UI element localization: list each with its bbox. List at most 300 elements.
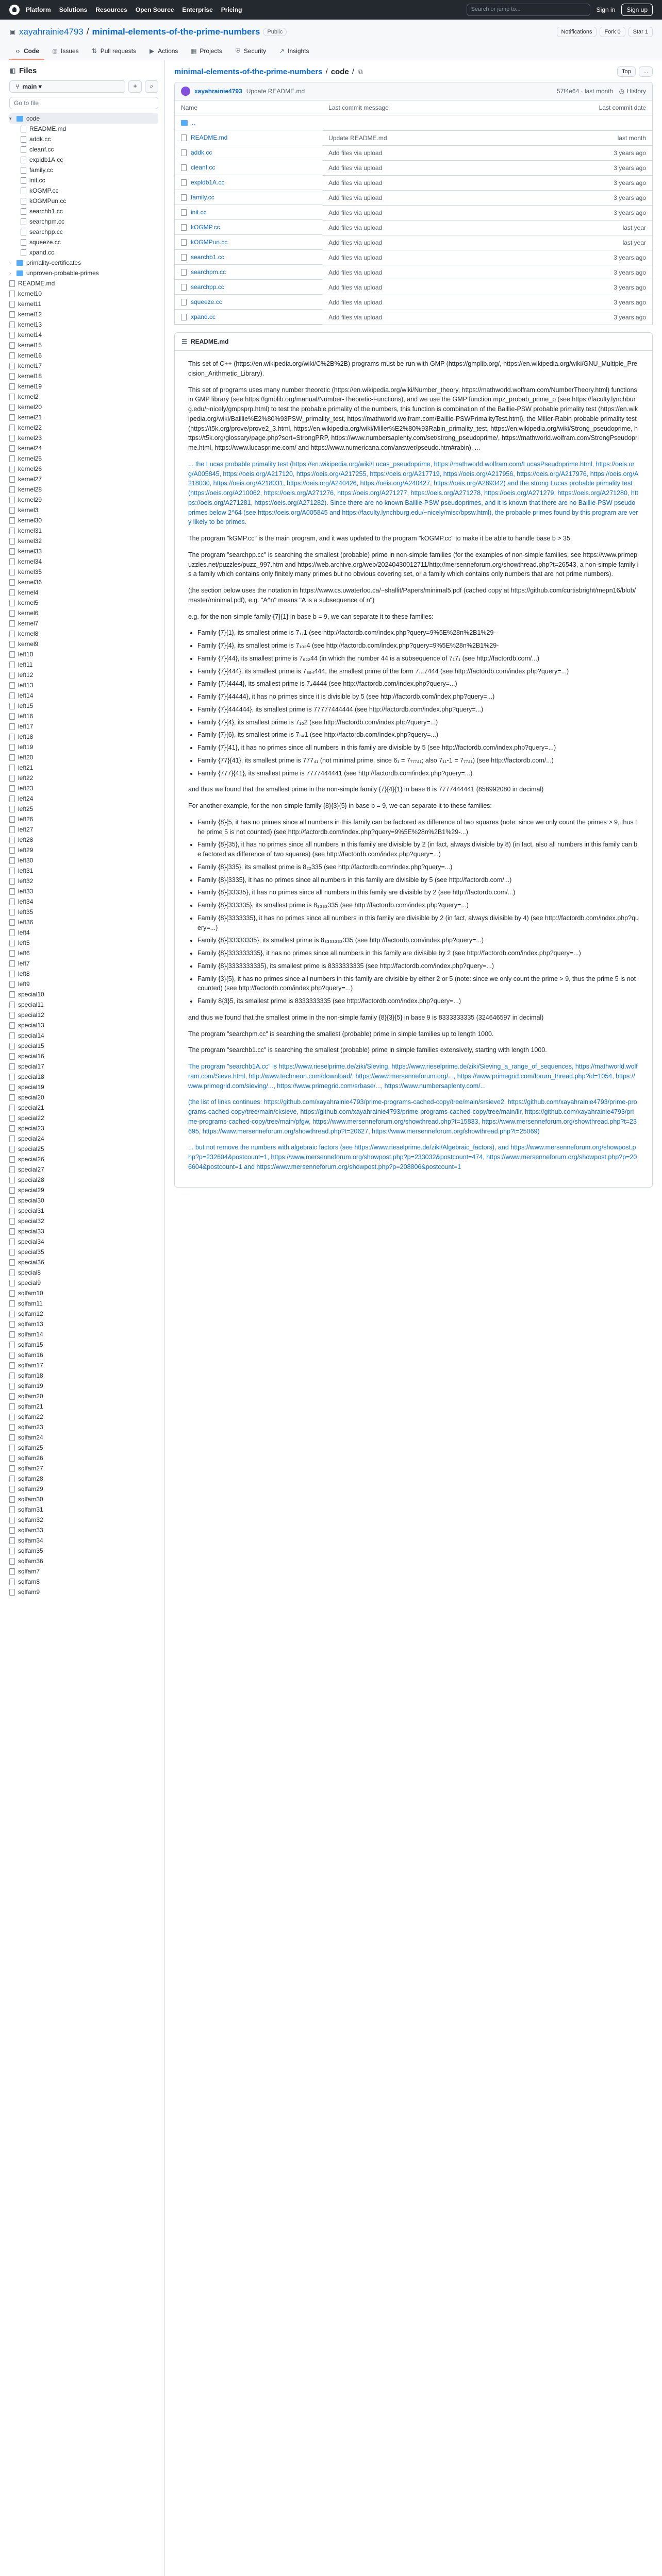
tree-file-item[interactable] (9, 515, 158, 526)
commit-message-link[interactable]: Update README.md (246, 88, 305, 95)
tree-file-item[interactable] (9, 1546, 158, 1556)
commit-message-link[interactable]: Add files via upload (328, 283, 383, 291)
tree-item-label: left22 (18, 774, 34, 782)
file-icon (9, 1084, 15, 1091)
nav-resources[interactable]: Resources (95, 6, 127, 13)
chevron-right-icon[interactable]: › (9, 260, 11, 265)
tree-file-item[interactable] (9, 886, 158, 896)
file-icon (21, 167, 26, 174)
more-options-button[interactable]: ... (639, 66, 653, 77)
tree-file-item[interactable] (9, 412, 158, 422)
tree-file-item[interactable] (9, 1360, 158, 1370)
tree-item-label: kernel17 (18, 362, 42, 369)
tree-file-item[interactable] (9, 762, 158, 773)
repo-owner-link[interactable]: xayahrainie4793 (19, 27, 84, 37)
tree-file-item[interactable] (9, 1391, 158, 1401)
tree-file-item[interactable] (9, 484, 158, 495)
file-link[interactable]: searchb1.cc (191, 253, 224, 261)
tree-file-item[interactable] (9, 1340, 158, 1350)
tree-file-item[interactable] (9, 165, 158, 175)
file-link[interactable]: squeeze.cc (191, 298, 222, 306)
tree-file-item[interactable] (9, 206, 158, 216)
tree-item-label: sqlfam28 (18, 1475, 43, 1482)
tree-file-item[interactable] (9, 1484, 158, 1494)
chevron-down-icon[interactable]: ▾ (9, 115, 12, 121)
tree-file-item[interactable] (9, 1041, 158, 1051)
tree-file-item[interactable] (9, 155, 158, 165)
tree-file-item[interactable] (9, 1412, 158, 1422)
tree-file-item[interactable] (9, 1587, 158, 1597)
tree-file-item[interactable] (9, 227, 158, 237)
tree-item-label: cleanf.cc (29, 146, 54, 153)
tree-file-item[interactable] (9, 1206, 158, 1216)
tree-file-item[interactable] (9, 1329, 158, 1340)
repo-header (0, 20, 662, 60)
tree-file-item[interactable] (9, 144, 158, 155)
nav-platform[interactable]: Platform (26, 6, 51, 13)
tree-file-item[interactable] (9, 618, 158, 629)
tree-folder-item[interactable] (9, 258, 158, 268)
empty-cell (503, 115, 652, 131)
tree-file-item[interactable] (9, 1577, 158, 1587)
file-icon (9, 919, 15, 926)
tree-file-item[interactable] (9, 392, 158, 402)
tree-file-item[interactable] (9, 1030, 158, 1041)
tree-file-item[interactable] (9, 278, 158, 289)
tree-file-item[interactable] (9, 330, 158, 340)
commit-message-link[interactable]: Add files via upload (328, 209, 383, 216)
tree-file-item[interactable] (9, 185, 158, 196)
tree-file-item[interactable] (9, 1298, 158, 1309)
file-icon (9, 1321, 15, 1328)
notifications-button[interactable]: Notifications (557, 27, 597, 37)
empty-cell (322, 115, 503, 131)
repo-name-link[interactable]: minimal-elements-of-the-prime-numbers (92, 27, 260, 37)
table-row[interactable] (175, 160, 653, 175)
tree-file-item[interactable] (9, 1463, 158, 1473)
tree-item-label: kernel10 (18, 290, 42, 297)
commit-hash-and-date[interactable]: 57f4e64 · last month (556, 88, 614, 95)
tree-file-item[interactable] (9, 701, 158, 711)
parent-directory-link[interactable]: .. (192, 119, 195, 126)
table-row[interactable] (175, 250, 653, 265)
sign-up-button[interactable]: Sign up (621, 4, 653, 16)
tree-file-item[interactable] (9, 958, 158, 969)
tree-file-item[interactable] (9, 659, 158, 670)
tree-file-item[interactable] (9, 989, 158, 999)
tree-file-item[interactable] (9, 639, 158, 649)
tree-folder-item[interactable] (9, 113, 158, 124)
file-icon (9, 373, 15, 380)
tree-file-item[interactable] (9, 1082, 158, 1092)
tree-file-item[interactable] (9, 690, 158, 701)
tree-file-item[interactable] (9, 938, 158, 948)
tree-file-item[interactable] (9, 835, 158, 845)
file-link[interactable]: searchpm.cc (191, 268, 226, 276)
file-icon (9, 425, 15, 431)
branch-selector[interactable]: ⑂ main ▾ (9, 80, 125, 93)
file-icon (9, 868, 15, 874)
tree-item-label: sqlfam35 (18, 1547, 43, 1554)
tree-file-item[interactable] (9, 773, 158, 783)
tab-pull-requests[interactable] (86, 43, 141, 60)
tree-file-item[interactable] (9, 917, 158, 927)
tree-file-item[interactable] (9, 1401, 158, 1412)
tree-item-label: kernel8 (18, 630, 39, 637)
parent-directory-row[interactable] (175, 115, 653, 131)
tree-file-item[interactable] (9, 824, 158, 835)
commit-message-link[interactable]: Update README.md (328, 134, 387, 142)
table-row[interactable] (175, 265, 653, 280)
tree-file-item[interactable] (9, 1051, 158, 1061)
commit-message-link[interactable]: Add files via upload (328, 194, 383, 201)
table-row[interactable] (175, 235, 653, 250)
tree-item-label: special8 (18, 1269, 41, 1276)
nav-solutions[interactable]: Solutions (59, 6, 88, 13)
tree-file-item[interactable] (9, 855, 158, 866)
tree-item-label: special12 (18, 1011, 44, 1019)
tree-item-label: kernel9 (18, 640, 39, 648)
tree-file-item[interactable] (9, 453, 158, 464)
tree-item-label: special31 (18, 1207, 44, 1214)
table-row[interactable] (175, 145, 653, 160)
tree-file-item[interactable] (9, 1525, 158, 1535)
tree-file-item[interactable] (9, 927, 158, 938)
commit-message-link[interactable]: Add files via upload (328, 268, 383, 276)
tree-file-item[interactable] (9, 1556, 158, 1566)
tree-file-item[interactable] (9, 474, 158, 484)
tree-file-item[interactable] (9, 969, 158, 979)
tree-file-item[interactable] (9, 1350, 158, 1360)
tab-issues[interactable] (46, 43, 84, 60)
readme-links-paragraph[interactable]: ... but not remove the numbers with algebraic factors (see https://www.rieselprime.de/ziki/Algebraic_factors), and https://www.mersenneforum.org/showpost.php?p=232604&postcount=1, https://www.mersenneforum.org/showpost.php?p=233032&postcount=474, https://www.mersenneforum.org/showpost.php?p=206604&postcount=1 and https://www.mersenneforum.org/showpost.php?p=208806&postcount=1 (188, 1144, 637, 1171)
file-name-cell (175, 130, 322, 145)
file-link[interactable]: xpand.cc (191, 313, 216, 320)
tree-file-item[interactable] (9, 670, 158, 680)
readme-paragraph: The program "kGMP.cc" is the main program, and it was updated to the program "kOGMP.cc" to make it be able to handle base b > 35. (188, 535, 572, 542)
tree-file-item[interactable] (9, 1443, 158, 1453)
file-icon (9, 703, 15, 709)
file-icon (21, 157, 26, 163)
tree-file-item[interactable] (9, 1154, 158, 1164)
search-input[interactable]: Search or jump to... (467, 4, 590, 16)
file-link[interactable]: kOGMPun.cc (191, 239, 228, 246)
file-link[interactable]: expldb1A.cc (191, 179, 225, 186)
tree-file-item[interactable] (9, 1072, 158, 1082)
file-icon (9, 1032, 15, 1039)
tree-file-item[interactable] (9, 1226, 158, 1236)
tree-file-item[interactable] (9, 1236, 158, 1247)
file-link[interactable]: README.md (191, 134, 228, 141)
tree-file-item[interactable] (9, 1494, 158, 1504)
tree-file-item[interactable] (9, 1092, 158, 1103)
tree-file-item[interactable] (9, 350, 158, 361)
star-button[interactable]: Star 1 (628, 27, 653, 37)
chevron-right-icon[interactable]: › (9, 270, 11, 276)
file-link[interactable]: cleanf.cc (191, 164, 216, 171)
tree-file-item[interactable] (9, 1309, 158, 1319)
commit-message-link[interactable]: Add files via upload (328, 298, 383, 306)
file-icon (9, 1177, 15, 1183)
tree-item-label: special28 (18, 1176, 44, 1183)
tree-file-item[interactable] (9, 361, 158, 371)
tree-file-item[interactable] (9, 1515, 158, 1525)
tree-item-label: special14 (18, 1032, 44, 1039)
list-item: • Family {3}{5}, it has no primes since all numbers in this family are divisible by either 2 or 5 (note: since we only count the prime > 9, thus the prime 5 is not counted) (see http://factordb.com/index.php?query=...) (197, 974, 639, 994)
tree-file-item[interactable] (9, 1566, 158, 1577)
file-icon (9, 847, 15, 854)
tree-item-label: kernel26 (18, 465, 42, 472)
commit-date-cell: 3 years ago (503, 310, 652, 325)
tree-file-item[interactable] (9, 907, 158, 917)
tree-file-item[interactable] (9, 443, 158, 453)
tree-file-item[interactable] (9, 845, 158, 855)
table-row[interactable] (175, 190, 653, 205)
tree-file-item[interactable] (9, 1010, 158, 1020)
tab-label: Issues (61, 47, 79, 55)
readme-links-paragraph[interactable]: The program "searchb1A.cc" is https://www.rieselprime.de/ziki/Sieving, https://www.rieselprime.de/ziki/Sieving_a_range_of_sequences, https://mathworld.wolfram.com/Sieve.html, http://www.techneon.com/download/, https://www.mersenneforum.org/..., https://www.primegrid.com/forum_thread.php?id=1054, https://www.primegrid.com/sieving/..., https://www.primegrid.com/srbase/..., https://www.numbersaplenty.com/... (188, 1063, 638, 1090)
tree-file-item[interactable] (9, 556, 158, 567)
tree-file-item[interactable] (9, 464, 158, 474)
tree-file-item[interactable] (9, 732, 158, 742)
tree-file-item[interactable] (9, 495, 158, 505)
top-button[interactable]: Top (617, 66, 636, 77)
commit-message-link[interactable]: Add files via upload (328, 313, 383, 321)
commit-message-link[interactable]: Add files via upload (328, 179, 383, 187)
breadcrumb-tools (617, 66, 653, 77)
tree-file-item[interactable] (9, 1422, 158, 1432)
file-icon (9, 352, 15, 359)
go-to-file-input[interactable]: Go to file (9, 97, 158, 109)
tree-file-item[interactable] (9, 402, 158, 412)
tree-file-item[interactable] (9, 1164, 158, 1175)
sidebar-collapse-icon[interactable]: ◧ (9, 67, 16, 74)
tree-file-item[interactable] (9, 577, 158, 587)
tree-file-item[interactable] (9, 1195, 158, 1206)
tree-item-label: sqlfam27 (18, 1465, 43, 1472)
tree-file-item[interactable] (9, 1175, 158, 1185)
tree-item-label: expldb1A.cc (29, 156, 63, 163)
tab-actions[interactable] (143, 43, 183, 60)
readme-links-paragraph[interactable]: ... the Lucas probable primality test (https://en.wikipedia.org/wiki/Lucas_pseudoprime, https://mathworld.wolfram.com/LucasPseudoprime.html, https://oeis.org/A005845, https://oeis.org/A217120, https://oeis.org/A217255, https://oeis.org/A217719, https://oeis.org/A217956, https://oeis.org/A217976, https://oeis.org/A218030, https://oeis.org/A218031, https://oeis.org/A240426, https://oeis.org/A240427, https://oeis.org/A289342) and the strong Lucas probable primality test (https://oeis.org/A210062, https://oeis.org/A271276, https://oeis.org/A271277, https://oeis.org/A271278, https://oeis.org/A271279, https://oeis.org/A271280, https://oeis.org/A271281, https://oeis.org/A271282). Since there are no known Baillie-PSW pseudoprimes, and it is known that there are no Baillie-PSW pseudoprimes below 2^64 (see https://oeis.org/A005845 and https://faculty.lynchburg.edu/~nicely/misc/bpsw.html), the probable primes found by this program are very likely to be primes. (188, 460, 639, 526)
tab-insights[interactable] (273, 43, 314, 60)
table-row[interactable] (175, 280, 653, 295)
tree-file-item[interactable] (9, 546, 158, 556)
main-content (165, 60, 662, 2576)
tree-file-item[interactable] (9, 433, 158, 443)
tree-file-item[interactable] (9, 536, 158, 546)
copy-path-icon[interactable]: ⧉ (358, 67, 363, 75)
file-name-cell (175, 295, 322, 310)
commit-date-cell: 3 years ago (503, 205, 652, 220)
commit-message-link[interactable]: Add files via upload (328, 239, 383, 246)
file-icon (9, 1476, 15, 1482)
tree-file-item[interactable] (9, 721, 158, 732)
tree-file-item[interactable] (9, 289, 158, 299)
tree-file-item[interactable] (9, 1133, 158, 1144)
tree-item-label: kernel21 (18, 414, 42, 421)
tree-file-item[interactable] (9, 752, 158, 762)
file-link[interactable]: init.cc (191, 209, 207, 216)
table-row[interactable] (175, 220, 653, 235)
tree-file-item[interactable] (9, 1535, 158, 1546)
file-link[interactable]: kOGMP.cc (191, 224, 220, 231)
tab-security[interactable] (229, 43, 271, 60)
tree-file-item[interactable] (9, 1216, 158, 1226)
tree-file-item[interactable] (9, 1432, 158, 1443)
tree-file-item[interactable] (9, 598, 158, 608)
sign-in-link[interactable]: Sign in (596, 6, 616, 13)
tree-file-item[interactable] (9, 793, 158, 804)
tree-file-item[interactable] (9, 1103, 158, 1113)
tree-file-item[interactable] (9, 587, 158, 598)
list-item: • Family {7}{6}, its smallest prime is 7₃₄1 (see http://factordb.com/index.php?query=...) (197, 730, 639, 740)
commit-message-link[interactable]: Add files via upload (328, 149, 383, 157)
commit-message-link[interactable]: Add files via upload (328, 253, 383, 261)
nav-pricing[interactable]: Pricing (221, 6, 242, 13)
commit-message-link[interactable]: Add files via upload (328, 164, 383, 172)
file-link[interactable]: family.cc (191, 194, 214, 201)
tree-file-item[interactable] (9, 247, 158, 258)
history-link[interactable] (618, 88, 646, 95)
tree-file-item[interactable] (9, 1278, 158, 1288)
tree-file-item[interactable] (9, 608, 158, 618)
tree-file-item[interactable] (9, 1381, 158, 1391)
folder-icon (181, 120, 188, 126)
tree-file-item[interactable] (9, 319, 158, 330)
tree-file-item[interactable] (9, 237, 158, 247)
tree-item-label: special11 (18, 1001, 44, 1008)
tree-file-item[interactable] (9, 371, 158, 381)
tree-file-item[interactable] (9, 1185, 158, 1195)
tree-file-item[interactable] (9, 876, 158, 886)
tree-file-item[interactable] (9, 629, 158, 639)
file-icon (21, 177, 26, 184)
table-row[interactable] (175, 295, 653, 310)
tree-file-item[interactable] (9, 783, 158, 793)
tree-file-item[interactable] (9, 124, 158, 134)
tree-item-label: sqlfam14 (18, 1331, 43, 1338)
tree-file-item[interactable] (9, 948, 158, 958)
tree-item-label: kernel22 (18, 424, 42, 431)
tree-file-item[interactable] (9, 1370, 158, 1381)
file-link[interactable]: addk.cc (191, 149, 212, 156)
add-file-button[interactable]: + (128, 80, 142, 93)
tree-item-label: sqlfam17 (18, 1362, 43, 1369)
tree-item-label: kernel7 (18, 620, 39, 627)
file-link[interactable]: searchpp.cc (191, 283, 224, 291)
file-icon (9, 1043, 15, 1049)
tab-projects[interactable] (185, 43, 227, 60)
file-icon (9, 1105, 15, 1111)
tree-file-item[interactable] (9, 505, 158, 515)
tree-file-item[interactable] (9, 175, 158, 185)
table-row[interactable] (175, 175, 653, 190)
readme-links-paragraph[interactable]: (the list of links continues: https://github.com/xayahrainie4793/prime-programs-cached-copy/tree/main/srsieve2, https://github.com/xayahrainie4793/prime-programs-cached-copy/tree/main/cksieve, https://github.com/xayahrainie4793/prime-programs-cached-copy/tree/main/llr, https://github.com/xayahrainie4793/prime-programs-cached-copy/tree/main/pfgw, https://www.mersenneforum.org/showthread.php?t=15833, https://www.mersenneforum.org/showthread.php?t=23695, https://www.mersenneforum.org/showthread.php?t=20627, https://www.mersenneforum.org/showthread.php?t=25069) (188, 1098, 637, 1135)
search-files-button[interactable]: ⌕ (145, 80, 158, 93)
tree-file-item[interactable] (9, 649, 158, 659)
tab-code[interactable] (9, 43, 44, 60)
tree-file-item[interactable] (9, 814, 158, 824)
tree-file-item[interactable] (9, 979, 158, 989)
tree-item-label: kernel34 (18, 558, 42, 565)
tree-file-item[interactable] (9, 1257, 158, 1267)
tree-file-item[interactable] (9, 526, 158, 536)
tree-file-item[interactable] (9, 1020, 158, 1030)
tree-file-item[interactable] (9, 1247, 158, 1257)
tree-file-item[interactable] (9, 1504, 158, 1515)
table-row[interactable] (175, 205, 653, 220)
avatar[interactable] (181, 87, 190, 96)
tree-item-label: special32 (18, 1217, 44, 1225)
tree-file-item[interactable] (9, 309, 158, 319)
tree-item-label: sqlfam13 (18, 1320, 43, 1328)
tree-file-item[interactable] (9, 196, 158, 206)
tree-file-item[interactable] (9, 804, 158, 814)
column-header: Last commit message (322, 100, 503, 115)
tree-file-item[interactable] (9, 216, 158, 227)
fork-button[interactable]: Fork 0 (600, 27, 625, 37)
tree-file-item[interactable] (9, 1123, 158, 1133)
tree-folder-item[interactable] (9, 268, 158, 278)
commit-author-link[interactable]: xayahrainie4793 (194, 88, 242, 95)
tree-file-item[interactable] (9, 1453, 158, 1463)
tree-file-item[interactable] (9, 1319, 158, 1329)
tree-file-item[interactable] (9, 742, 158, 752)
file-icon (9, 909, 15, 916)
table-row[interactable] (175, 310, 653, 325)
tree-item-label: kernel27 (18, 476, 42, 483)
tree-file-item[interactable] (9, 896, 158, 907)
tree-file-item[interactable] (9, 567, 158, 577)
tree-file-item[interactable] (9, 1113, 158, 1123)
tree-file-item[interactable] (9, 1267, 158, 1278)
nav-enterprise[interactable]: Enterprise (182, 6, 213, 13)
tree-file-item[interactable] (9, 1061, 158, 1072)
code-icon: ‹› (15, 47, 20, 55)
tree-file-item[interactable] (9, 422, 158, 433)
tree-file-item[interactable] (9, 134, 158, 144)
table-row[interactable] (175, 130, 653, 145)
tree-file-item[interactable] (9, 680, 158, 690)
tree-file-item[interactable] (9, 1288, 158, 1298)
file-name-cell (175, 250, 322, 265)
tree-item-label: kernel2 (18, 393, 39, 400)
tree-file-item[interactable] (9, 999, 158, 1010)
commit-message-link[interactable]: Add files via upload (328, 224, 383, 231)
file-icon (9, 301, 15, 308)
tree-file-item[interactable] (9, 711, 158, 721)
tree-file-item[interactable] (9, 1144, 158, 1154)
tree-file-item[interactable] (9, 866, 158, 876)
tree-file-item[interactable] (9, 1473, 158, 1484)
commit-message-cell (322, 310, 503, 325)
tree-item-label: special36 (18, 1259, 44, 1266)
tree-item-label: sqlfam15 (18, 1341, 43, 1348)
tree-file-item[interactable] (9, 340, 158, 350)
breadcrumb-repo-link[interactable]: minimal-elements-of-the-prime-numbers (174, 67, 323, 76)
tree-file-item[interactable] (9, 299, 158, 309)
tree-item-label: left5 (18, 939, 30, 946)
tree-item-label: left16 (18, 713, 34, 720)
tree-file-item[interactable] (9, 381, 158, 392)
file-icon (9, 1362, 15, 1369)
file-icon (9, 579, 15, 586)
file-icon (9, 1012, 15, 1019)
github-logo-icon[interactable] (9, 5, 20, 15)
file-name-cell (175, 145, 322, 160)
nav-open-source[interactable]: Open Source (135, 6, 174, 13)
